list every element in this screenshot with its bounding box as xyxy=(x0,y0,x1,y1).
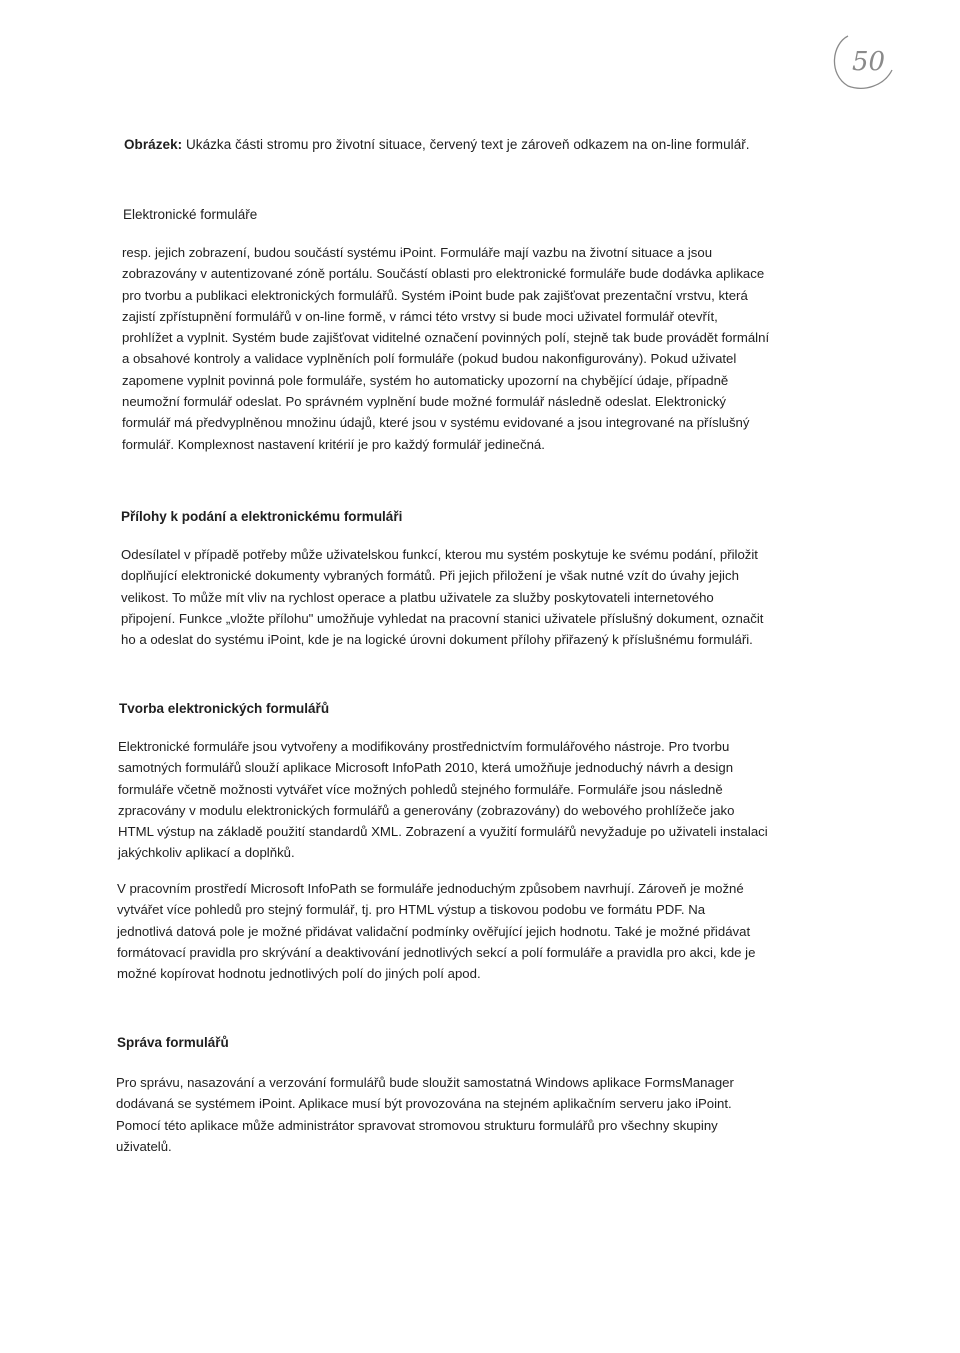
text-line: uživatelů. xyxy=(116,1138,172,1154)
text-line: možné kopírovat hodnotu jednotlivých polí do jiných polí apod. xyxy=(117,966,481,982)
text-line: připojení. Funkce „vložte přílohu" umožňuje vyhledat na pracovní stanici uživatele příslušný dokument, označit xyxy=(121,610,764,626)
text-line: resp. jejich zobrazení, budou součástí systému iPoint. Formuláře mají vazbu na životní situace a jsou xyxy=(122,245,713,260)
paragraph-electronic-forms xyxy=(122,242,769,455)
text-line: Elektronické formuláře jsou vytvořeny a modifikovány prostřednictvím formulářového nástroje. Pro tvorbu xyxy=(118,739,730,754)
text-line: Odesílatel v případě potřeby může uživatelskou funkcí, kterou mu systém poskytuje ke svému podání, přiložit xyxy=(121,547,758,562)
text-line: formátovací pravidla pro skrývání a deaktivování jednotlivých sekcí a polí formuláře a pravidla pro akci, kde je xyxy=(117,944,756,960)
caption-text: Ukázka části stromu pro životní situace, červený text je zároveň odkazem na on-line formulář. xyxy=(182,137,750,152)
text-line: V pracovním prostředí Microsoft InfoPath se formuláře jednoduchým způsobem navrhují. Zároveň je možné xyxy=(117,881,744,896)
circled-page-number-mark xyxy=(826,30,900,94)
text-line: Pro správu, nasazování a verzování formulářů bude sloužit samostatná Windows aplikace FormsManager xyxy=(116,1075,734,1090)
section-heading-electronic-forms: Elektronické formuláře xyxy=(123,207,258,222)
paragraph-infopath xyxy=(117,878,755,984)
text-line: HTML výstup na základě použití standardů XML. Zobrazení a využití formulářů nevyžaduje po uživateli instalaci xyxy=(118,824,768,840)
text-line: doplňující elektronické dokumenty vybraných formátů. Při jejich přiložení je však nutné vzít do úvahy jejich xyxy=(121,568,739,584)
paragraph-form-creation xyxy=(118,736,768,864)
text-line: formulář. Komplexnost nastavení kritérií je pro každý formulář jedinečná. xyxy=(122,436,545,452)
text-line: formulář má předvyplněnou množinu údajů, které jsou v systému evidované a jsou integrované na příslušný xyxy=(122,415,750,431)
text-line: samotných formulářů slouží aplikace Microsoft InfoPath 2010, která umožňuje jednoduchý návrh a design xyxy=(118,760,734,776)
text-line: pro tvorbu a publikaci elektronických formulářů. Systém iPoint bude pak zajišťovat prezentační vrstvu, která xyxy=(122,287,748,303)
text-line: zpracovány v modulu elektronických formulářů a generovány (zobrazovány) do webového prohlížeče jako xyxy=(118,802,735,818)
figure-caption xyxy=(124,137,750,152)
section-heading-attachments: Přílohy k podání a elektronickému formuláři xyxy=(121,509,403,524)
handwritten-page-number xyxy=(826,30,900,94)
caption-label: Obrázek: xyxy=(124,137,183,152)
page-number-text: 50 xyxy=(852,47,886,77)
text-line: jednotlivá datová pole je možné přidávat validační podmínky ověřující jejich hodnotu. Také je možné přidávat xyxy=(117,923,751,939)
section-heading-form-creation: Tvorba elektronických formulářů xyxy=(119,701,330,716)
text-line: vytvářet více pohledů pro stejný formulář, tj. pro HTML výstup a tiskovou podobu ve formátu PDF. Na xyxy=(117,902,706,918)
text-line: dodávaná se systémem iPoint. Aplikace musí být provozována na stejném aplikačním serveru jako iPoint. xyxy=(116,1096,732,1112)
text-line: formuláře včetně možnosti vytvářet více možných pohledů stejného formuláře. Formuláře jsou následně xyxy=(118,781,723,797)
text-line: zobrazovány v autentizované zóně portálu. Součástí oblasti pro elektronické formuláře bude dodávka aplikace xyxy=(122,266,765,282)
text-line: zajistí zpřístupnění formulářů v on-line formě, v rámci této vrstvy si bude moci uživatel formulář otevřít, xyxy=(122,308,718,324)
text-line: prohlížet a vyplnit. Systém bude zajišťovat viditelné označení povinných polí, stejně tak bude provádět formální xyxy=(122,330,770,346)
text-line: a obsahové kontroly a validace vyplněních polí formuláře (pokud budou nakonfigurovány). Pokud uživatel xyxy=(122,351,737,367)
text-line: neumožní formulář odeslat. Po správném vyplnění bude možné formulář následně odeslat. Elektronický xyxy=(122,394,727,410)
paragraph-attachments xyxy=(121,544,763,650)
text-line: jakýchkoliv aplikací a doplňků. xyxy=(118,845,295,861)
text-line: zapomene vyplnit povinná pole formuláře, systém ho automaticky upozorní na chybějící údaje, případně xyxy=(122,372,729,388)
paragraph-form-management xyxy=(116,1072,734,1157)
section-heading-form-management: Správa formulářů xyxy=(117,1035,229,1050)
text-line: ho a odeslat do systému iPoint, kde je na logické úrovni dokument přílohy přiřazený k příslušnému formuláři. xyxy=(121,632,753,648)
text-line: Pomocí této aplikace může administrátor spravovat stromovou strukturu formulářů pro všechny skupiny xyxy=(116,1117,718,1133)
text-line: velikost. To může mít vliv na rychlost operace a platbu uživatele za služby poskytovateli internetového xyxy=(121,589,714,605)
